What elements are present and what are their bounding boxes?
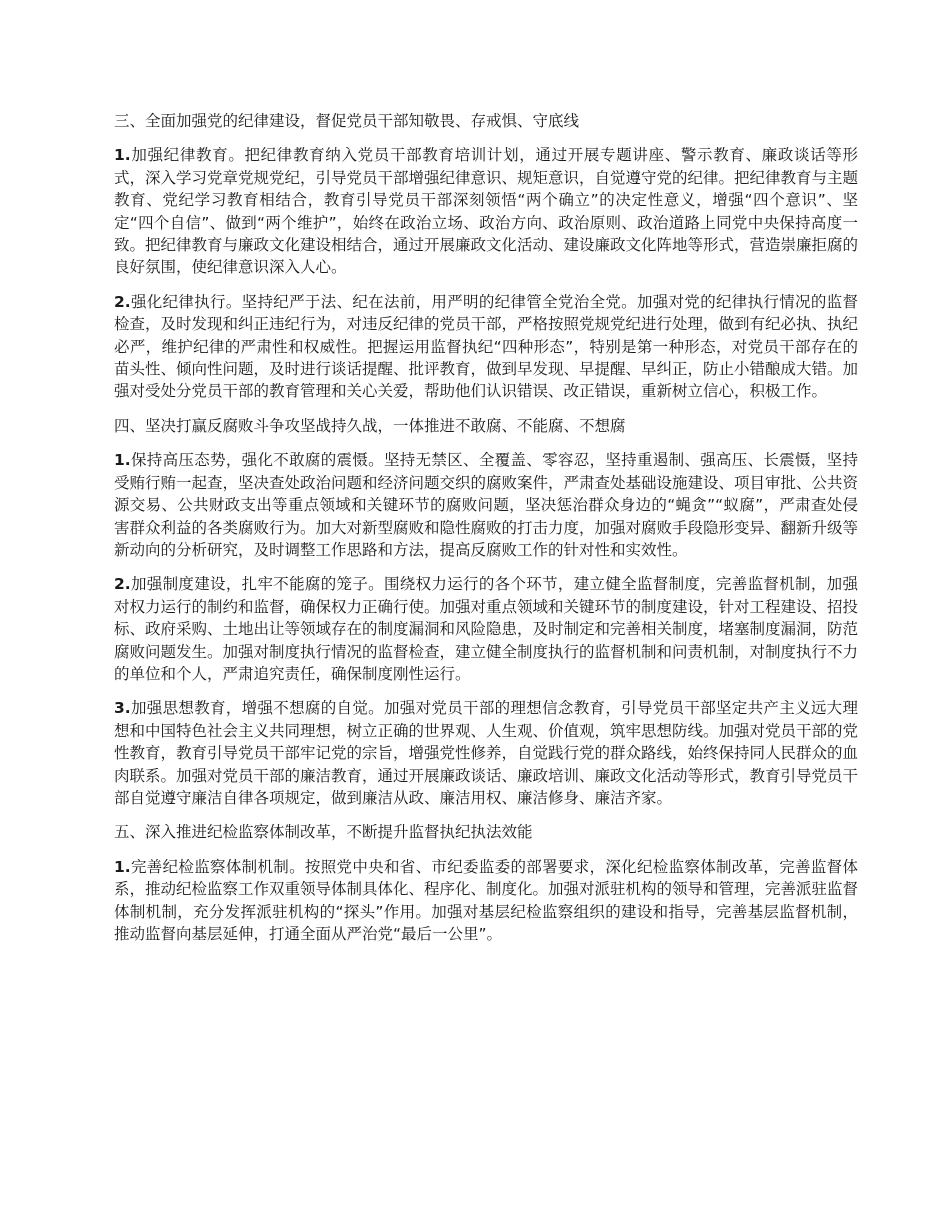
paragraph-text: 加强纪律教育。把纪律教育纳入党员干部教育培训计划，通过开展专题讲座、警示教育、廉政谈话等形式，深入学习党章党规党纪，引导党员干部增强纪律意识、规矩意识，自觉遵守党的纪律。把纪律教育与主题教育、党纪学习教育相结合，教育引导党员干部深刻领悟“两个确立”的决定性意义，增强“四个意识”、坚定“四个自信”、做到“两个维护”，始终在政治立场、政治方向、政治原则、政治道路上同党中央保持高度一致。把纪律教育与廉政文化建设相结合，通过开展廉政文化活动、建设廉政文化阵地等形式，营造崇廉拒腐的良好氛围，使纪律意识深入人心。 xyxy=(114,146,859,277)
paragraph-number: 3. xyxy=(114,699,131,718)
paragraph-text: 保持高压态势，强化不敢腐的震慑。坚持无禁区、全覆盖、零容忍，坚持重遏制、强高压、长震慑，坚持受贿行贿一起查，坚决查处政治问题和经济问题交织的腐败案件，严肃查处基础设施建设、项目审批、公共资源交易、公共财政支出等重点领域和关键环节的腐败问题，坚决惩治群众身边的“蝇贪”“蚁腐”，严肃查处侵害群众利益的各类腐败行为。加大对新型腐败和隐性腐败的打击力度，加强对腐败手段隐形变异、翻新升级等新动向的分析研究，及时调整工作思路和方法，提高反腐败工作的针对性和实效性。 xyxy=(114,451,859,559)
paragraph xyxy=(114,291,858,403)
paragraph xyxy=(114,697,858,809)
paragraph-number: 1. xyxy=(114,146,131,165)
paragraph-text: 加强思想教育，增强不想腐的自觉。加强对党员干部的理想信念教育，引导党员干部坚定共产主义远大理想和中国特色社会主义共同理想，树立正确的世界观、人生观、价值观，筑牢思想防线。加强对党员干部的党性教育，教育引导党员干部牢记党的宗旨，增强党性修养，自觉践行党的群众路线，始终保持同人民群众的血肉联系。加强对党员干部的廉洁教育，通过开展廉政谈话、廉政培训、廉政文化活动等形式，教育引导党员干部自觉遵守廉洁自律各项规定，做到廉洁从政、廉洁用权、廉洁修身、廉洁齐家。 xyxy=(114,699,859,807)
section-5 xyxy=(114,821,858,945)
paragraph xyxy=(114,449,858,561)
paragraph-text: 强化纪律执行。坚持纪严于法、纪在法前，用严明的纪律管全党治全党。加强对党的纪律执行情况的监督检查，及时发现和纠正违纪行为，对违反纪律的党员干部，严格按照党规党纪进行处理，做到有纪必执、执纪必严，维护纪律的严肃性和权威性。把握运用监督执纪“四种形态”，特别是第一种形态，对党员干部存在的苗头性、倾向性问题，及时进行谈话提醒、批评教育，做到早发现、早提醒、早纠正，防止小错酿成大错。加强对受处分党员干部的教育管理和关心关爱，帮助他们认识错误、改正错误，重新树立信心，积极工作。 xyxy=(114,292,859,401)
section-heading: 五、深入推进纪检监察体制改革，不断提升监督执纪执法效能 xyxy=(114,823,533,842)
paragraph-number: 2. xyxy=(114,292,131,311)
paragraph-number: 1. xyxy=(114,857,131,876)
paragraph-text: 加强制度建设，扎牢不能腐的笼子。围绕权力运行的各个环节，建立健全监督制度，完善监督机制，加强对权力运行的制约和监督，确保权力正确行使。加强对重点领域和关键环节的制度建设，针对工程建设、招投标、政府采购、土地出让等领域存在的制度漏洞和风险隐患，及时制定和完善相关制度，堵塞制度漏洞，防范腐败问题发生。加强对制度执行情况的监督检查，建立健全制度执行的监督机制和问责机制，对制度执行不力的单位和个人，严肃追究责任，确保制度刚性运行。 xyxy=(114,575,859,683)
section-heading: 三、全面加强党的纪律建设，督促党员干部知敬畏、存戒惧、守底线 xyxy=(114,112,580,130)
paragraph xyxy=(114,144,858,278)
paragraph-number: 2. xyxy=(114,575,131,594)
paragraph xyxy=(114,573,858,685)
paragraph-number: 1. xyxy=(114,451,131,470)
paragraph-text: 完善纪检监察体制机制。按照党中央和省、市纪委监委的部署要求，深化纪检监察体制改革，完善监督体系，推动纪检监察工作双重领导体制具体化、程序化、制度化。加强对派驻机构的领导和管理，完善派驻监督体制机制，充分发挥派驻机构的“探头”作用。加强对基层纪检监察组织的建设和指导，完善基层监督机制，推动监督向基层延伸，打通全面从严治党“最后一公里”。 xyxy=(114,857,859,943)
document-page xyxy=(114,110,858,957)
paragraph xyxy=(114,856,858,946)
section-heading: 四、坚决打赢反腐败斗争攻坚战持久战，一体推进不敢腐、不能腐、不想腐 xyxy=(114,416,626,435)
section-3 xyxy=(114,110,858,403)
section-4 xyxy=(114,415,858,810)
